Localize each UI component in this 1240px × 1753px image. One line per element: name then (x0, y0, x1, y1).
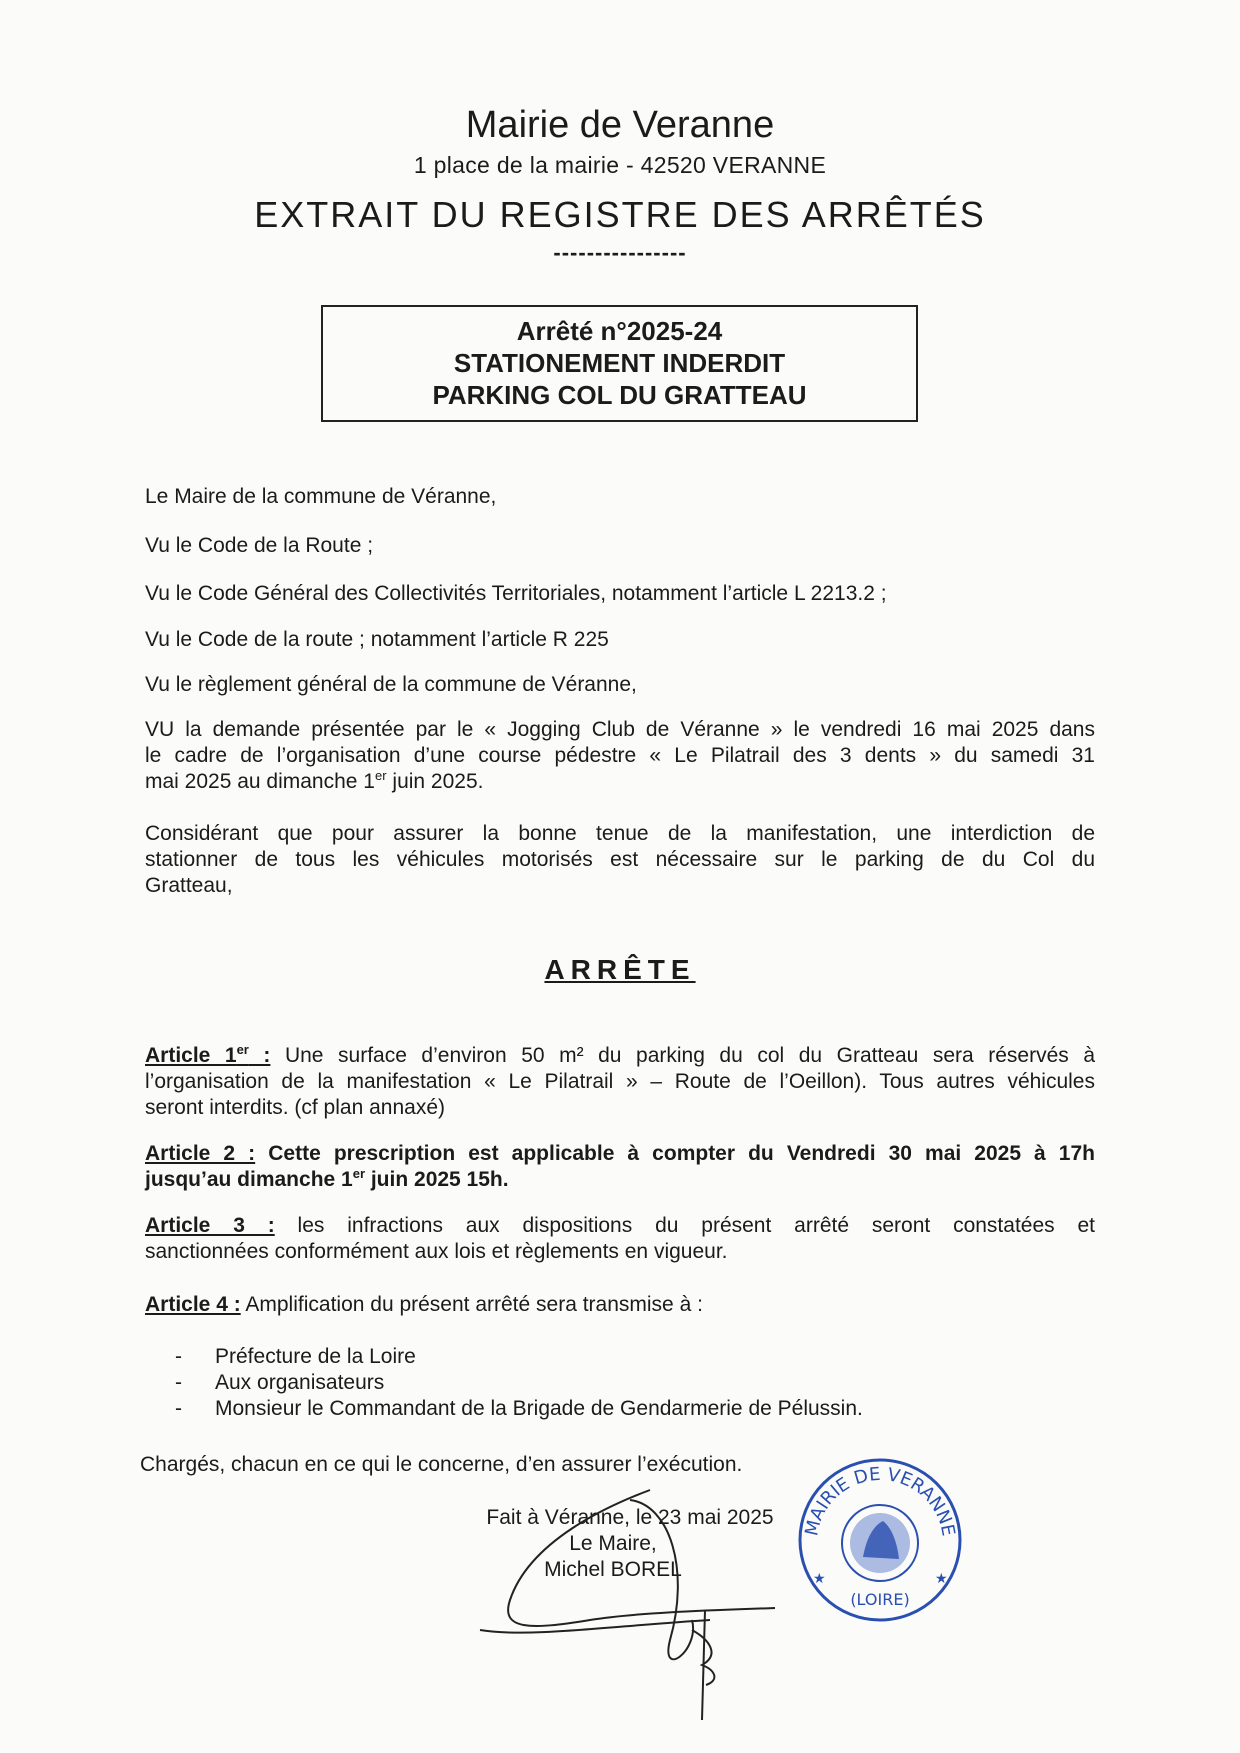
arrete-number: Arrêté n°2025-24 (516, 316, 723, 346)
article-2-line-1 (145, 1141, 1095, 1167)
separator-dashes: ---------------- (553, 240, 687, 265)
preamble-vu-code-route: Vu le Code de la Route ; (145, 534, 374, 557)
article-2-text-2b: juin 2025 15h. (365, 1168, 509, 1191)
signature-place-date: Fait à Véranne, le 23 mai 2025 (486, 1506, 774, 1529)
article-1-line-2: l’organisation de la manifestation « Le Pilatrail » – Route de l’Oeillon). Tous autres véhicules (145, 1070, 1095, 1093)
preamble-vu-r225: Vu le Code de la route ; notamment l’article R 225 (145, 628, 609, 651)
article-3-line-2: sanctionnées conformément aux lois et règlements en vigueur. (145, 1240, 728, 1263)
article-1-label-sup: er (236, 1042, 249, 1057)
considerant-line-1: Considérant que pour assurer la bonne tenue de la manifestation, une interdiction de (145, 822, 1095, 845)
preamble-maire: Le Maire de la commune de Véranne, (145, 485, 497, 508)
demande-line-1: VU la demande présentée par le « Jogging Club de Véranne » le vendredi 16 mai 2025 dans (145, 718, 1095, 741)
considerant-line-2: stationner de tous les véhicules motorisés est nécessaire sur le parking de du Col du (145, 848, 1095, 871)
recipient-item: - Préfecture de la Loire (175, 1344, 863, 1370)
article-1 (145, 1043, 1095, 1121)
preamble-considerant (145, 821, 1095, 899)
article-2-text-2a: jusqu’au dimanche 1 (145, 1168, 353, 1191)
signature-name: Michel BOREL (544, 1558, 682, 1581)
arrete-title-box (321, 305, 918, 422)
mairie-address: 1 place de la mairie - 42520 VERANNE (413, 152, 827, 178)
signature-role: Le Maire, (569, 1532, 657, 1555)
preamble-vu-cgct: Vu le Code Général des Collectivités Territoriales, notamment l’article L 2213.2 ; (145, 582, 887, 605)
article-4-text: Amplification du présent arrêté sera transmise à : (240, 1293, 703, 1316)
demande-line-3 (145, 769, 1095, 795)
closing-statement: Chargés, chacun en ce qui le concerne, d’en assurer l’exécution. (140, 1453, 743, 1476)
article-3-text-1: les infractions aux dispositions du présent arrêté seront constatées et (274, 1214, 1095, 1237)
recipient-item: - Monsieur le Commandant de la Brigade de Gendarmerie de Pélussin. (175, 1396, 863, 1422)
recipient-list (175, 1344, 863, 1422)
article-2-label: Article 2 : (145, 1142, 256, 1165)
article-2 (145, 1141, 1095, 1193)
article-1-line-1 (145, 1043, 1095, 1069)
article-3-label: Article 3 : (145, 1214, 275, 1237)
considerant-line-3: Gratteau, (145, 874, 233, 897)
arrete-subject-line-2: PARKING COL DU GRATTEAU (432, 380, 807, 410)
article-4-label: Article 4 : (145, 1293, 241, 1316)
article-1-label-colon: : (248, 1044, 271, 1067)
stamp-top-text: MAIRIE DE VERANNE (801, 1463, 959, 1538)
stamp-bottom-text: (LOIRE) (850, 1590, 910, 1609)
handwritten-signature (470, 1480, 780, 1730)
article-2-sup: er (352, 1166, 366, 1181)
article-1-text-1: Une surface d’environ 50 m² du parking du col du Gratteau sera réservés à (270, 1044, 1096, 1067)
article-3 (145, 1213, 1095, 1265)
svg-text:★: ★ (935, 1571, 948, 1587)
mairie-heading: Mairie de Veranne (465, 104, 775, 146)
preamble-vu-demande (145, 717, 1095, 795)
registry-title: EXTRAIT DU REGISTRE DES ARRÊTÉS (254, 194, 986, 235)
article-3-line-1 (145, 1213, 1095, 1239)
article-1-line-3: seront interdits. (cf plan annaxé) (145, 1096, 445, 1119)
demande-line-2: le cadre de l’organisation d’une course pédestre « Le Pilatrail des 3 dents » du samedi 31 (145, 744, 1095, 767)
article-2-text-1: Cette prescription est applicable à compter du Vendredi 30 mai 2025 à 17h (255, 1142, 1095, 1165)
mairie-stamp (795, 1455, 965, 1625)
arrete-subject-line-1: STATIONEMENT INDERDIT (453, 348, 786, 378)
demande-line-3-sup: er (375, 768, 387, 783)
article-4 (145, 1292, 1095, 1318)
demande-line-3-a: mai 2025 au dimanche 1 (145, 770, 375, 793)
preamble-vu-reglement: Vu le règlement général de la commune de Véranne, (145, 673, 637, 696)
svg-text:★: ★ (813, 1571, 826, 1587)
arrete-heading: ARRÊTE (544, 954, 696, 985)
article-1-label (145, 1044, 270, 1067)
article-2-line-2 (145, 1167, 1095, 1193)
demande-line-3-b: juin 2025. (386, 770, 484, 793)
article-1-label-text: Article 1 (145, 1044, 237, 1067)
recipient-item: - Aux organisateurs (175, 1370, 863, 1396)
